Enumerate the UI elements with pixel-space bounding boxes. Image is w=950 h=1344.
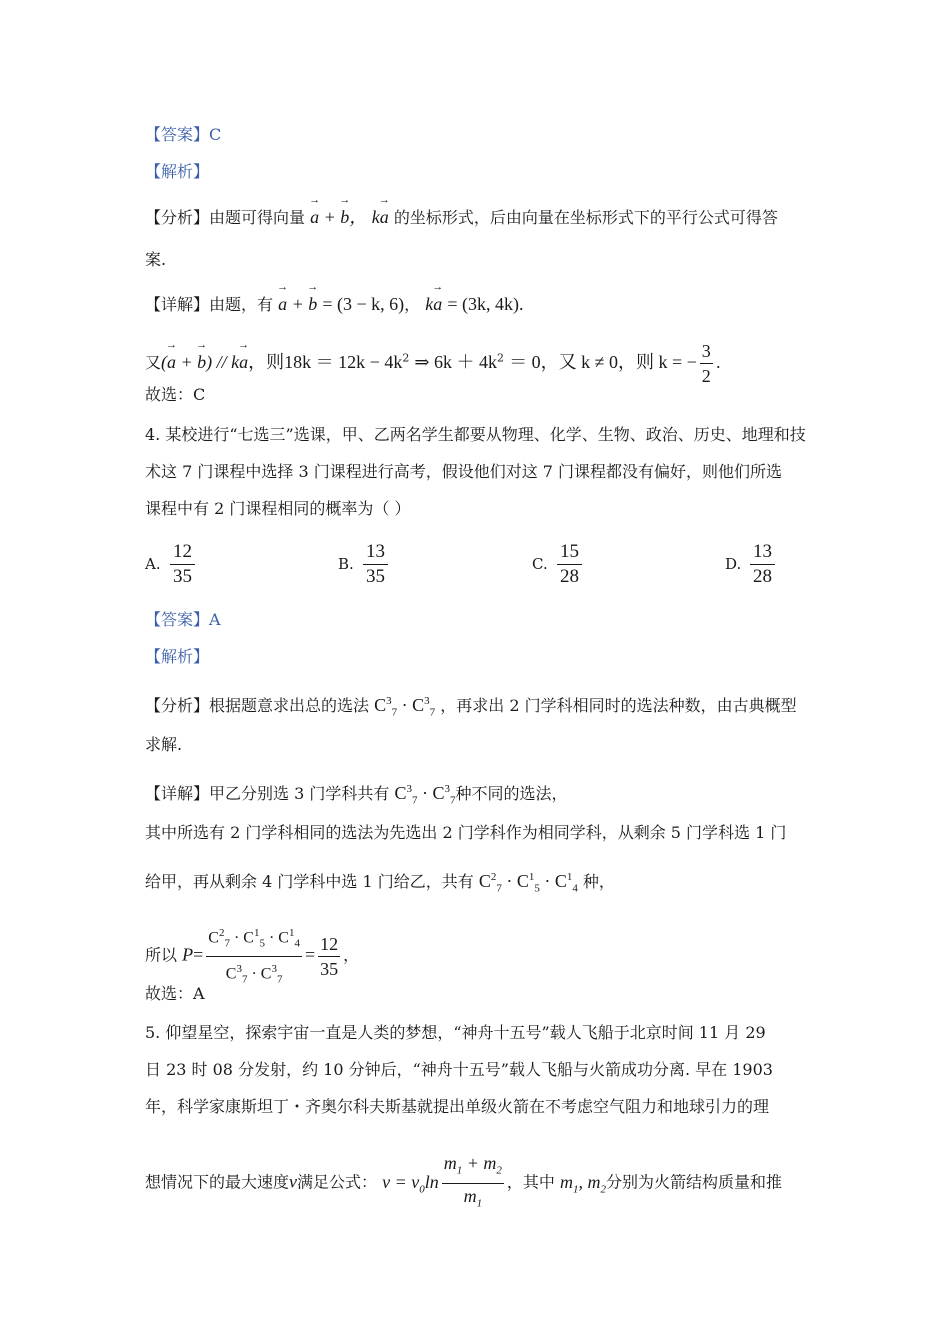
fenxi-tag: 【分析】 (145, 208, 210, 227)
xiangjie-line: 【详解】由题，有 → a + → b = (3 − k, 6)， k→ a = (3k, 4k). (145, 293, 524, 316)
q4-line-3 (145, 866, 615, 900)
suoyi-text: 所以 (145, 945, 178, 965)
q4-stem-1: 4. 某校进行“七选三”选课，甲、乙两名学生都要从物理、化学、生物、政治、历史、地理和技 (145, 425, 806, 444)
option-d-label: D. (725, 555, 742, 573)
q5-line-3: 年，科学家康斯坦丁・齐奥尔科夫斯基就提出单级火箭在不考虑空气阻力和地球引力的理 (145, 1097, 770, 1116)
probability-fraction: $\frac{C^2_7 \cdot C^1_5 \cdot C^1_4}{C^3_7 \cdot C^3_7}$ (206, 922, 302, 990)
line-4b: 满足公式： (297, 1172, 378, 1192)
q4-stem-3: 课程中有 2 门课程相同的概率为（ ） (145, 499, 411, 518)
ka-value: = (3k, 4k). (447, 294, 524, 314)
rocket-formula: $v = v_0\ln$ (382, 1171, 439, 1196)
option-b-fraction: $\frac{13}{35}$ (363, 540, 388, 589)
answer-tag: 【答案】 (145, 125, 210, 144)
k-fraction: $\frac{3}{2}$ (701, 341, 711, 386)
eq-zero: ＝ 0 (509, 352, 541, 372)
q4-line-2: 其中所选有 2 门学科相同的选法为先选出 2 门学科作为相同学科，从剩余 5 门学科选 1 门 (145, 823, 787, 842)
option-b-label: B. (338, 555, 354, 573)
option-c-fraction: $\frac{15}{28}$ (557, 540, 582, 589)
option-c-label: C. (532, 555, 548, 573)
line-4d: 分别为火箭结构质量和推 (606, 1172, 783, 1192)
line-4a: 想情况下的最大速度 (145, 1172, 290, 1192)
parallel-line: 又(→ a + → b) // k→ a，则$18k = 12k - 4k^2$ ⇒ $6k + 4k^2 = 0$，又 k ≠ 0，则 k = − $\frac{3}{2}$ . (145, 340, 721, 387)
q4-fenxi-text-3: 求解. (145, 735, 183, 754)
fenxi-text-3: 案. (145, 250, 167, 269)
q4-stem-2: 术这 7 门课程中选择 3 门课程进行高考，假设他们对这 7 门课程都没有偏好，则他们所选 (145, 462, 783, 481)
fenxi-text-2: ，再求出 2 门学科相同时的选法种数，由古典概型 (440, 696, 797, 715)
q5-line-1: 5. 仰望星空，探索宇宙一直是人类的梦想，“神舟十五号”载人飞船于北京时间 11 月 29 (145, 1023, 766, 1042)
k-ne-zero: ，又 k ≠ 0，则 k = − (540, 352, 697, 372)
line-3b: 种， (582, 872, 615, 891)
xiangjie-text: 由题，有 (209, 295, 274, 314)
parallel-text: ，则18k ＝ 12k − 4k (248, 352, 403, 372)
probability-line: 所以 P= $\frac{C^2_7 \cdot C^1_5 \cdot C^1_4}{C^3_7 \cdot C^3_7}$ = $\frac{12}{35}$ ， (145, 922, 359, 990)
p-symbol: P (182, 944, 194, 965)
answer-tag: 【答案】 (145, 610, 210, 629)
xiangjie-tag: 【详解】 (145, 784, 210, 803)
vector-sum-expr: → a + → b， k→ a (310, 207, 389, 227)
xiangjie-text-2: 种不同的选法， (455, 784, 568, 803)
you-text: 又 (145, 353, 162, 372)
q4-xiangjie-line (145, 778, 568, 812)
ka-vec: k→ a (425, 294, 442, 314)
q4-analysis-tag: 【解析】 (145, 647, 210, 666)
q5-line-2: 日 23 时 08 分发射，约 10 分钟后，“神舟十五号”载人飞船与火箭成功分离. 早在 1903 (145, 1060, 773, 1079)
xiangjie-tag: 【详解】 (145, 295, 210, 314)
implies-text: ⇒ 6k ＋ 4k (414, 352, 498, 372)
total-choices-expr: $C^3_7 \cdot C^3_7$ (394, 783, 456, 807)
mass-symbols: $m_1$, $m_2$ (560, 1171, 607, 1196)
option-a-label: A. (145, 555, 161, 573)
answer-value: A (209, 610, 221, 629)
option-a-fraction: $\frac{12}{35}$ (170, 540, 195, 589)
xiangjie-text: 甲乙分别选 3 门学科共有 (209, 784, 390, 803)
q3-conclusion: 故选：C (145, 385, 206, 404)
q4-answer-line (145, 609, 221, 631)
vec-sum: → a + → b (278, 294, 317, 314)
fenxi-text: 由题可得向量 (209, 208, 306, 227)
parallel-expr: (→ a + → b) // k→ a (161, 352, 248, 372)
option-d-fraction: $\frac{13}{28}$ (750, 540, 775, 589)
q4-conclusion: 故选：A (145, 984, 205, 1003)
line-4c: ，其中 (506, 1172, 555, 1192)
fenxi-tag: 【分析】 (145, 696, 210, 715)
answer-value: C (209, 125, 222, 144)
result-fraction: $\frac{12}{35}$ (320, 933, 339, 979)
fenxi-text: 根据题意求出总的选法 (209, 696, 370, 715)
q5-line-4 (145, 1152, 782, 1214)
line-3a: 给甲，再从剩余 4 门学科中选 1 门给乙，共有 (145, 872, 474, 891)
v-symbol: v (289, 1171, 298, 1192)
fenxi-line (145, 206, 778, 229)
vec-sum-value: = (3 − k, 6) (322, 294, 405, 314)
favorable-choices-expr: $C^2_7 \cdot C^1_5 \cdot C^1_4$ (478, 871, 578, 895)
total-choices-expr: $C^3_7 \cdot C^3_7$ (374, 695, 436, 719)
analysis-tag: 【解析】 (145, 162, 210, 181)
fenxi-text-2: 的坐标形式，后由向量在坐标形式下的平行公式可得答 (393, 208, 778, 227)
answer-line (145, 124, 221, 146)
mass-ratio-fraction: $\frac{m_1 + m_2}{m_1}$ (443, 1153, 502, 1210)
q4-fenxi-line (145, 690, 797, 724)
